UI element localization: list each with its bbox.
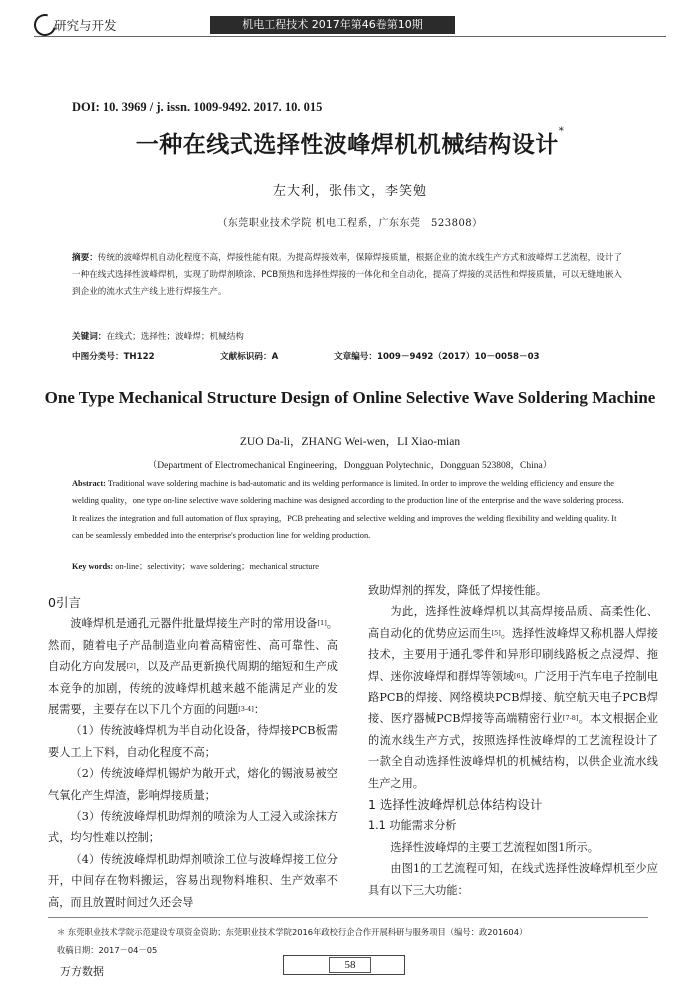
page-number: 58 (329, 957, 371, 973)
citation-ref: [5] (491, 628, 501, 637)
abstract-cn-text: 传统的波峰焊机自动化程度不高，焊接性能有限。为提高焊接效率，保障焊接质量，根据企业的流水线生产方式和波峰焊工艺流程，设计了一种在线式选择性波峰焊机，实现了助焊剂喷涂、PCB预热和选择性焊接的一体化和全自动化，提高了焊接的灵活性和焊接质量，可以无缝地嵌入到企业的流水式生产线上进行焊接生产。 (72, 253, 623, 297)
keywords-en-text: on-line；selectivity；wave soldering；mechanical structure (115, 562, 319, 571)
journal-section-label: 研究与开发 (54, 18, 117, 33)
section-heading-intro: 0引言 (48, 595, 81, 610)
subsection-heading-1-1: 1.1 功能需求分析 (368, 819, 457, 833)
citation-ref: [6] (514, 671, 524, 680)
abstract-cn (72, 250, 630, 301)
header-divider (34, 36, 666, 37)
title-cn-text: 一种在线式选择性波峰焊机机械结构设计 (135, 131, 559, 158)
document-code: 文献标识码：A (220, 352, 279, 362)
received-date: 收稿日期：2017－04－05 (57, 945, 158, 955)
affiliation-cn: （东莞职业技术学院 机电工程系，广东东莞 523808） (217, 218, 483, 229)
p2-text-a: 为此，选择性波峰焊机以其高焊接品质、高柔性化、高自动化的优势应运而生 (368, 605, 658, 640)
authors-en: ZUO Da-li，ZHANG Wei-wen，LI Xiao-mian (239, 436, 461, 448)
intro-text-d: ： (253, 703, 265, 717)
wanfang-watermark: 万方数据 (60, 965, 104, 978)
article-title-en: One Type Mechanical Structure Design of Online Selective Wave Soldering Machine (44, 388, 656, 407)
p2-text-d: 。本文根据企业的流水线生产方式，按照选择性波峰焊的工艺流程设计了一款全自动选择性波峰焊机的机械结构，以供企业流水线生产之用。 (368, 712, 658, 790)
problem-item-1: （1）传统波峰焊机为半自动化设备，待焊接PCB板需要人工上下料，自动化程度不高； (48, 724, 338, 759)
clc-number: 中图分类号：TH122 (72, 352, 155, 362)
abstract-cn-label: 摘要： (72, 253, 98, 263)
abstract-en-text: Traditional wave soldering machine is bad-automatic and its welding performance is limited. In order to improve the welding efficiency and ensure the welding quality，one type on-line selective wave soldering machine was designed according to the production line of the enterprise and the wave soldering process. It realizes the integration and full automation of flux spraying，PCB preheating and selective welding and improves the welding flexibility and welding quality. It can be seamlessly embedded into the enterprise's production line for welding production. (72, 479, 624, 540)
keywords-cn-label: 关键词： (72, 332, 107, 342)
intro-paragraph (48, 613, 338, 720)
funding-footnote: ＊ 东莞职业技术学院示范建设专项资金资助；东莞职业技术学院2016年政校行企合作开展科研与服务项目（编号：政201604） (57, 927, 528, 937)
affiliation-en: （Department of Electromechanical Engineering，Dongguan Polytechnic，Dongguan 523808，China） (147, 461, 553, 471)
intro-text-c: ，以及产品更新换代周期的缩短和生产成本竞争的加剧，传统的波峰焊机越来越不能满足产业的发展需要，主要存在以下几个方面的问题 (48, 660, 338, 717)
abstract-en-label: Abstract: (72, 479, 106, 488)
functions-paragraph: 由图1的工艺流程可知，在线式选择性波峰焊机至少应具有以下三大功能： (368, 862, 658, 897)
body-column-left (48, 592, 338, 913)
journal-issue-banner: 机电工程技术 2017年第46卷第10期 (210, 16, 455, 34)
footnote-divider (48, 917, 648, 918)
citation-ref: [3-4] (238, 705, 254, 714)
article-number: 文章编号：1009－9492（2017）10－0058－03 (334, 352, 540, 362)
keywords-cn (72, 330, 244, 342)
article-title-cn (0, 126, 700, 159)
problem-item-3: （3）传统波峰焊机助焊剂的喷涂为人工浸入或涂抹方式，均匀性难以控制； (48, 810, 338, 845)
title-footnote-mark: * (558, 126, 565, 137)
intro-text-a: 波峰焊机是通孔元器件批量焊接生产时的常用设备 (70, 617, 318, 631)
p2-text-b: 。选择性波峰焊又称机器人焊接技术，主要用于通孔零件和异形印刷线路板之点浸焊、拖焊、迷你波峰焊和群焊等领域 (368, 626, 658, 683)
problem-item-4: （4）传统波峰焊机助焊剂喷涂工位与波峰焊接工位分开，中间存在物料搬运，容易出现物料堆积、生产效率不高，而且放置时间过久还会导 (48, 852, 338, 909)
keywords-en-label: Key words: (72, 562, 114, 571)
abstract-en (72, 475, 630, 544)
citation-ref: [7-8] (562, 714, 579, 723)
citation-ref: [2] (126, 662, 136, 671)
body-column-right (368, 580, 658, 901)
doi-line: DOI: 10. 3969 / j. issn. 1009-9492. 2017. 10. 015 (72, 100, 323, 114)
process-flow-paragraph: 选择性波峰焊的主要工艺流程如图1所示。 (390, 840, 599, 854)
intro-text-b: 。然而，随着电子产品制造业向着高精密性、高可靠性、高自动化方向发展 (48, 617, 338, 674)
selective-wave-paragraph (368, 601, 658, 794)
citation-ref: [1] (317, 619, 327, 628)
keywords-en (72, 560, 319, 572)
problem-item-2: （2）传统波峰焊机锡炉为敞开式，熔化的锡液易被空气氧化产生焊渣，影响焊接质量； (48, 767, 338, 802)
p2-text-c: 。广泛用于汽车电子控制电路PCB的焊接、网络模块PCB焊接、航空航天电子PCB焊接、医疗器械PCB焊接等高端精密行业 (368, 669, 658, 726)
authors-cn: 左大利，张伟文，李笑勉 (272, 184, 427, 199)
continued-text: 致助焊剂的挥发，降低了焊接性能。 (368, 584, 548, 597)
section-heading-1: 1 选择性波峰焊机总体结构设计 (368, 797, 543, 813)
keywords-cn-text: 在线式；选择性；波峰焊；机械结构 (106, 332, 244, 342)
